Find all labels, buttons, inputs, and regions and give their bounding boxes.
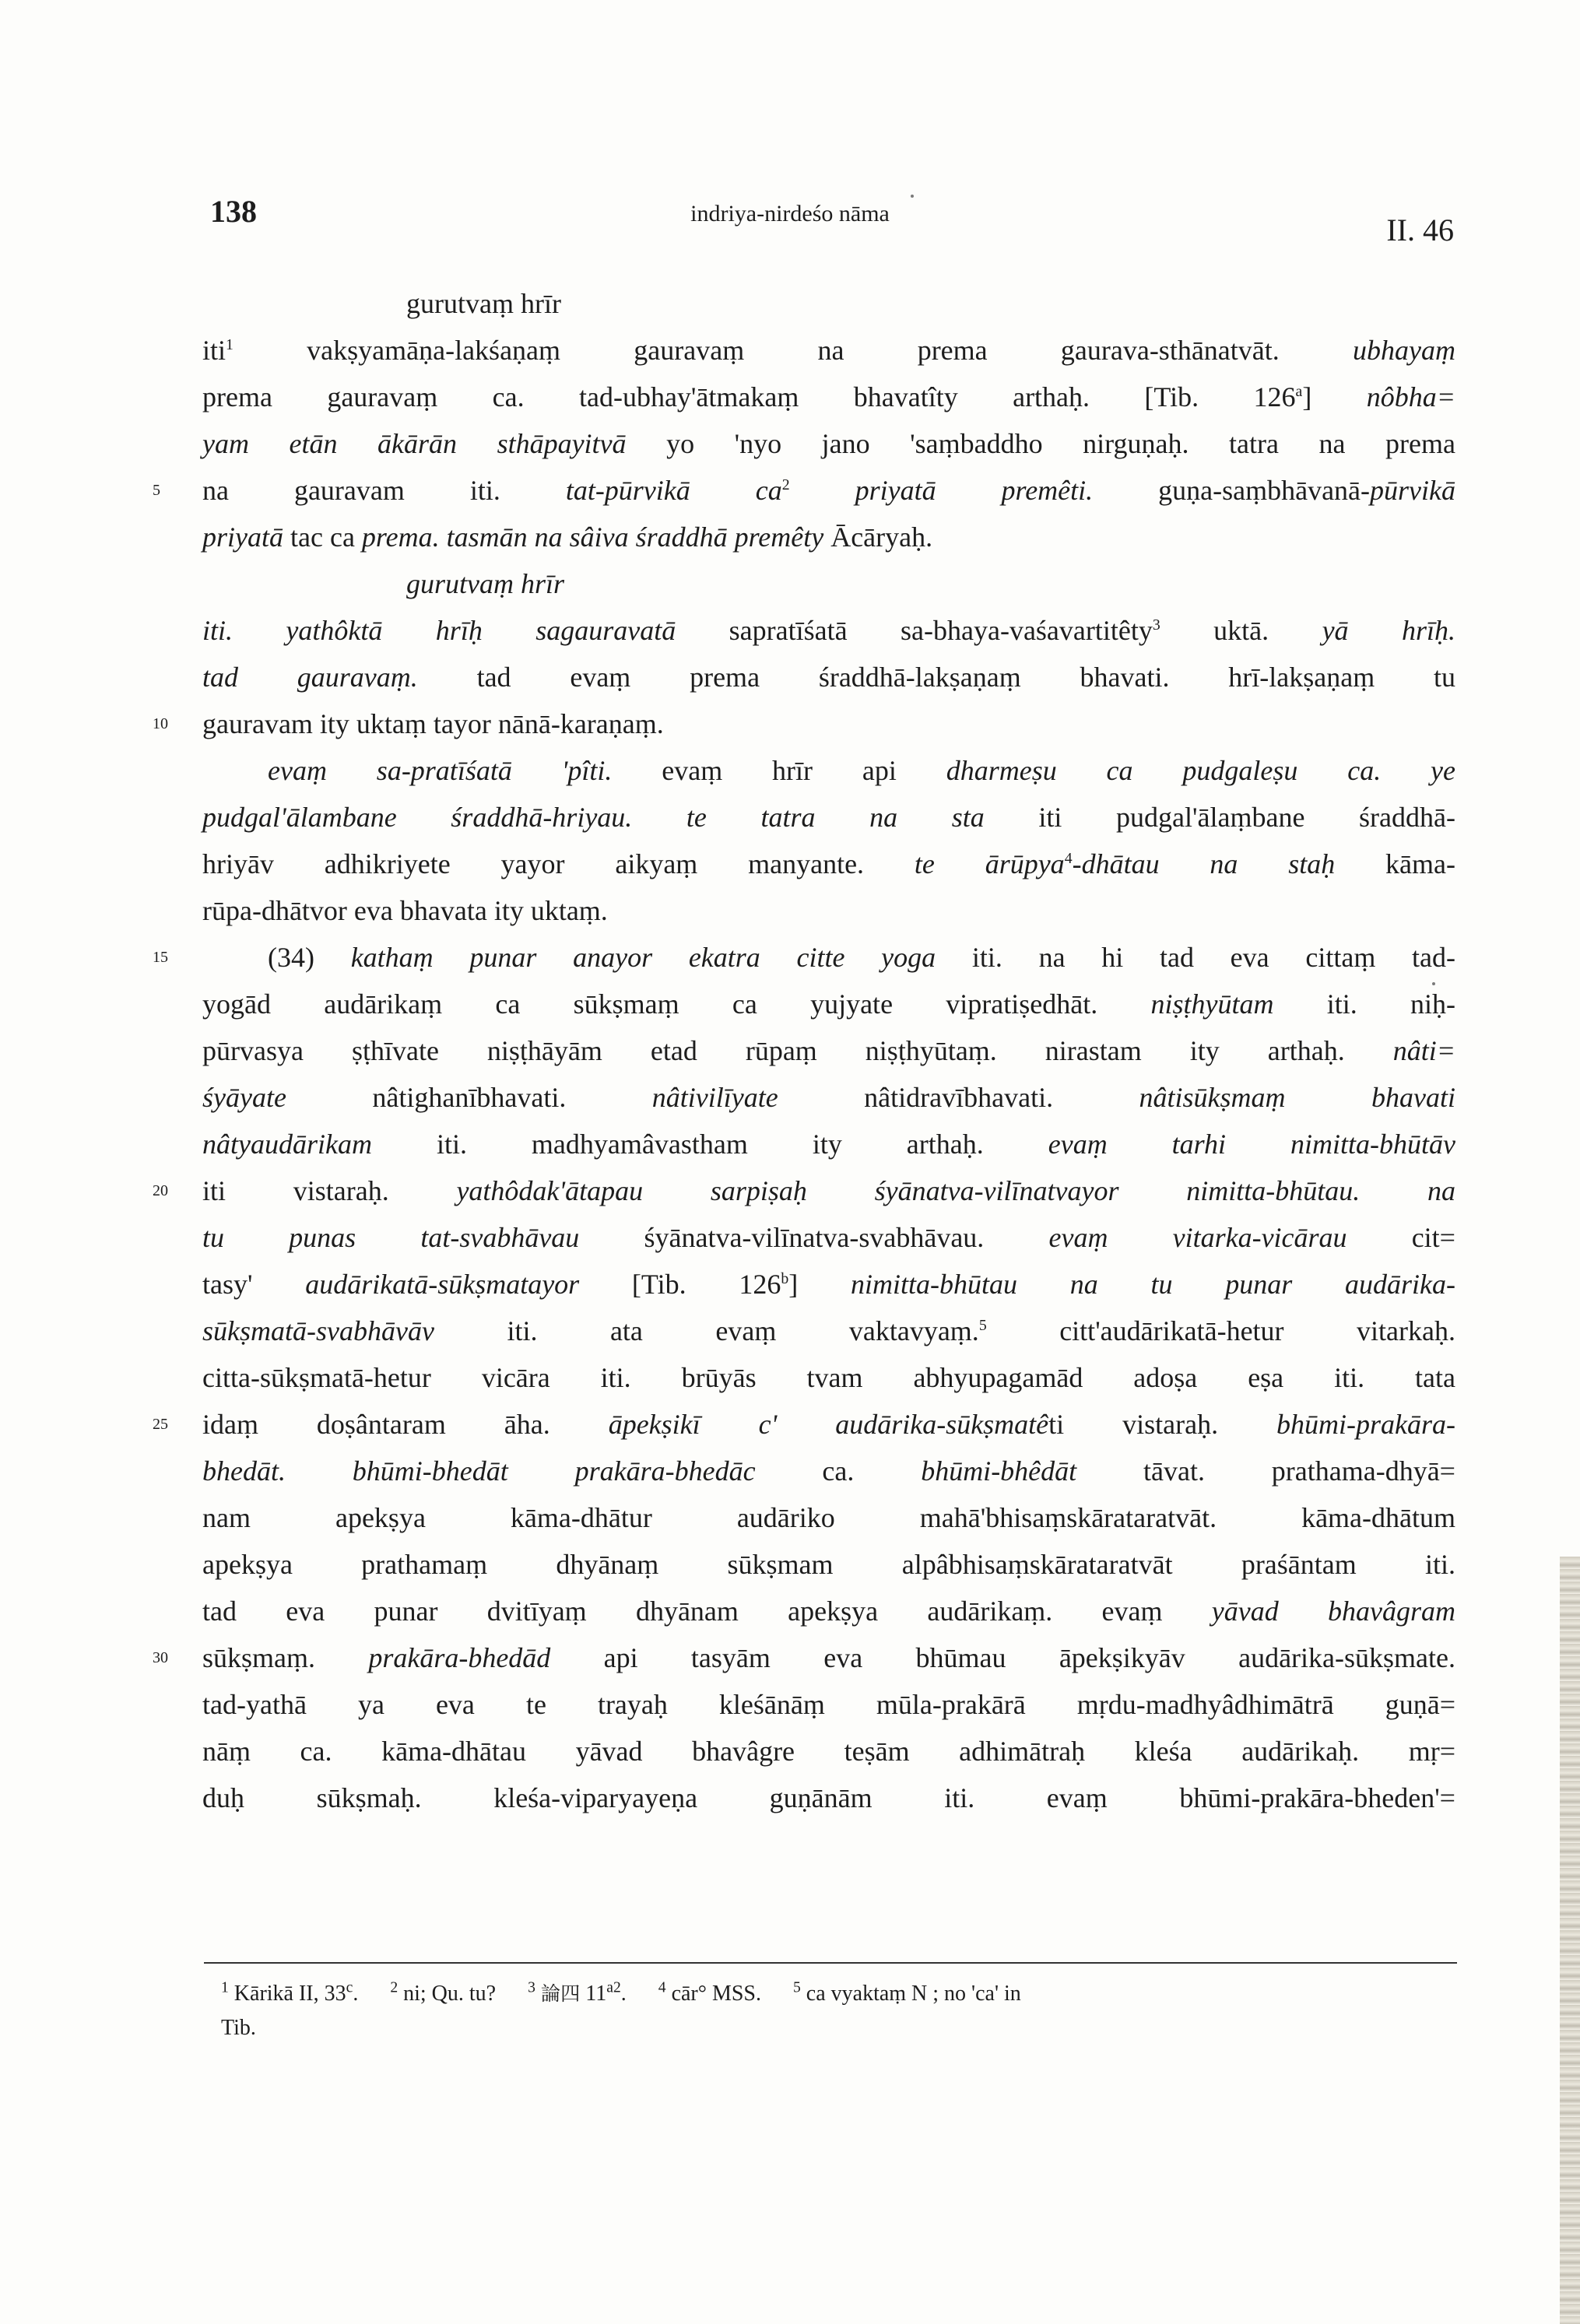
paper-speck [911,195,914,198]
line-number: 15 [153,949,168,966]
footnote-divider [204,1962,1457,1964]
text-line: bhedāt. bhūmi-bhedāt prakāra-bhedāc ca. bhūmi-bhêdāt tāvat. prathama-dhyā= [202,1455,1455,1487]
text-line: 25 idaṃ doṣântaram āha. āpekṣikī c' audārika-sūkṣmatêti vistaraḥ. bhūmi-prakāra- [202,1401,1455,1448]
section-reference: II. 46 [1386,212,1454,247]
text-line: 30 sūkṣmaṃ. prakāra-bhedād api tasyām eva bhūmau āpekṣikyāv audārika-sūkṣmate. [202,1634,1455,1681]
text-line: sūkṣmatā-svabhāvāv iti. ata evaṃ vaktavyaṃ.$^5$ citt'audārikatā-hetur vitarkaḥ. [202,1315,1455,1346]
text-line: prema gauravaṃ ca. tad-ubhay'ātmakaṃ bhavatîty arthaḥ. [Tib. 126$^a$] nôbha= [202,381,1455,412]
footnote-5: $^5$ ca vyaktaṃ N ; no 'ca' in [792,1979,1021,2006]
page-header [0,193,1580,255]
text-line: tad-yathā ya eva te trayaḥ kleśānāṃ mūla-prakārā mṛdu-madhyâdhimātrā guṇā= [202,1689,1455,1720]
text-line: nam apekṣya kāma-dhātur audāriko mahā'bhisaṃskārataratvāt. kāma-dhātum [202,1502,1455,1533]
text-line: tasy' audārikatā-sūkṣmatayor [Tib. 126$^b$] nimitta-bhūtau na tu punar audārika- [202,1269,1455,1300]
line-number: 25 [153,1416,168,1433]
footnote-ref: 4 [1064,850,1073,867]
text-line: rūpa-dhātvor eva bhavata ity uktaṃ. [202,895,608,926]
text-line: yogād audārikaṃ ca sūkṣmaṃ ca yujyate vipratiṣedhāt. niṣṭhyūtam iti. niḥ- [202,988,1455,1020]
text-line: śyāyate nâtighanībhavati. nâtivilīyate nâtidravībhavati. nâtisūkṣmaṃ bhavati [202,1082,1455,1113]
text-line: 5 na gauravam iti. tat-pūrvikā $ca^2$ priyatā premêti. guṇa-saṃbhāvanā-pūrvikā [202,467,1455,514]
main-text [153,280,1456,1821]
text-line: 20 iti vistaraḥ. yathôdak'ātapau sarpiṣaḥ śyānatva-vilīnatvayor nimitta-bhūtau. na [202,1167,1455,1214]
page-number: 138 [210,194,257,229]
text-line: pudgal'ālambane śraddhā-hriyau. te tatra na sta iti pudgal'ālaṃbane śraddhā- [202,802,1455,833]
text-line: iti$^1$ vakṣyamāṇa-lakśaṇaṃ gauravaṃ na prema gaurava-sthānatvāt. ubhayaṃ [202,335,1455,366]
footnote-ref: 1 [226,336,233,353]
line-number: 20 [153,1182,168,1199]
text-line: priyatā tac ca prema. tasmān na sâiva śraddhā premêty Ācāryaḥ. [202,521,933,553]
footnotes [221,1977,1451,2045]
text-line: pūrvasya ṣṭhīvate niṣṭhāyām etad rūpaṃ niṣṭhyūtaṃ. nirastam ity arthaḥ. nâti= [202,1035,1455,1066]
line-number: 10 [153,715,168,732]
footnote-3: $^3$ 論四 $11^{a2}$. [528,1979,627,2006]
text-line: nâtyaudārikam iti. madhyamâvastham ity arthaḥ. evaṃ tarhi nimitta-bhūtāv [202,1129,1456,1160]
paper-speck [1432,982,1435,985]
text-line: iti. yathôktā hrīḥ sagauravatā sapratīśatā sa-bhaya-vaśavartitêty$^3$ uktā. yā hrīḥ. [202,615,1455,646]
footnote-1: $^1$ Kārikā II, 33$^c$. [221,1979,359,2006]
running-title: indriya-nirdeśo nāma [690,201,890,226]
text-line: 10 gauravam ity uktaṃ tayor nānā-karaṇaṃ. [202,700,1455,747]
text-line: 15 (34) kathaṃ punar anayor ekatra citte yoga iti. na hi tad eva cittaṃ tad- [202,934,1455,981]
text-line: tu punas tat-svabhāvau śyānatva-vilīnatva-svabhāvau. evaṃ vitarka-vicārau cit= [202,1222,1455,1253]
footnote-5-continuation: Tib. [221,2016,256,2040]
text-line: evaṃ sa-pratīśatā 'pîti. evaṃ hrīr api dharmeṣu ca pudgaleṣu ca. ye [268,755,1455,786]
text-line: tad eva punar dvitīyaṃ dhyānam apekṣya audārikaṃ. evaṃ yāvad bhavâgram [202,1596,1455,1627]
verse-quote: gurutvaṃ hrīr [406,568,565,599]
footnote-2: $^2$ ni; Qu. tu? [390,1979,497,2006]
text-line: tad gauravaṃ. tad evaṃ prema śraddhā-lakṣaṇaṃ bhavati. hrī-lakṣaṇaṃ tu [202,662,1455,693]
text-line: yam etān ākārān sthāpayitvā yo 'nyo jano 'saṃbaddho nirguṇaḥ. tatra na prema [202,428,1455,459]
line-number: 5 [153,482,160,499]
verse-quote: gurutvaṃ hrīr [406,288,561,319]
page-edge-shadow [1560,1557,1580,2324]
footnote-ref: 3 [1152,616,1160,634]
text-line: citta-sūkṣmatā-hetur vicāra iti. brūyās tvam abhyupagamād adoṣa eṣa iti. tata [202,1362,1455,1393]
line-number: 30 [153,1649,168,1666]
text-line: duḥ sūkṣmaḥ. kleśa-viparyayeṇa guṇānām iti. evaṃ bhūmi-prakāra-bheden'= [202,1782,1455,1813]
footnote-4: $^4$ cār° MSS. [658,1979,761,2006]
footnote-ref: 5 [978,1317,987,1334]
text-line: hriyāv adhikriyete yayor aikyaṃ manyante. te ārūpya$^4$-dhātau na staḥ kāma- [202,848,1456,879]
text-line: nāṃ ca. kāma-dhātau yāvad bhavâgre teṣām adhimātraḥ kleśa audārikaḥ. mṛ= [202,1736,1455,1767]
text-line: apekṣya prathamaṃ dhyānaṃ sūkṣmam alpâbhisaṃskārataratvāt praśāntam iti. [202,1549,1455,1580]
footnote-ref: 2 [781,476,790,493]
